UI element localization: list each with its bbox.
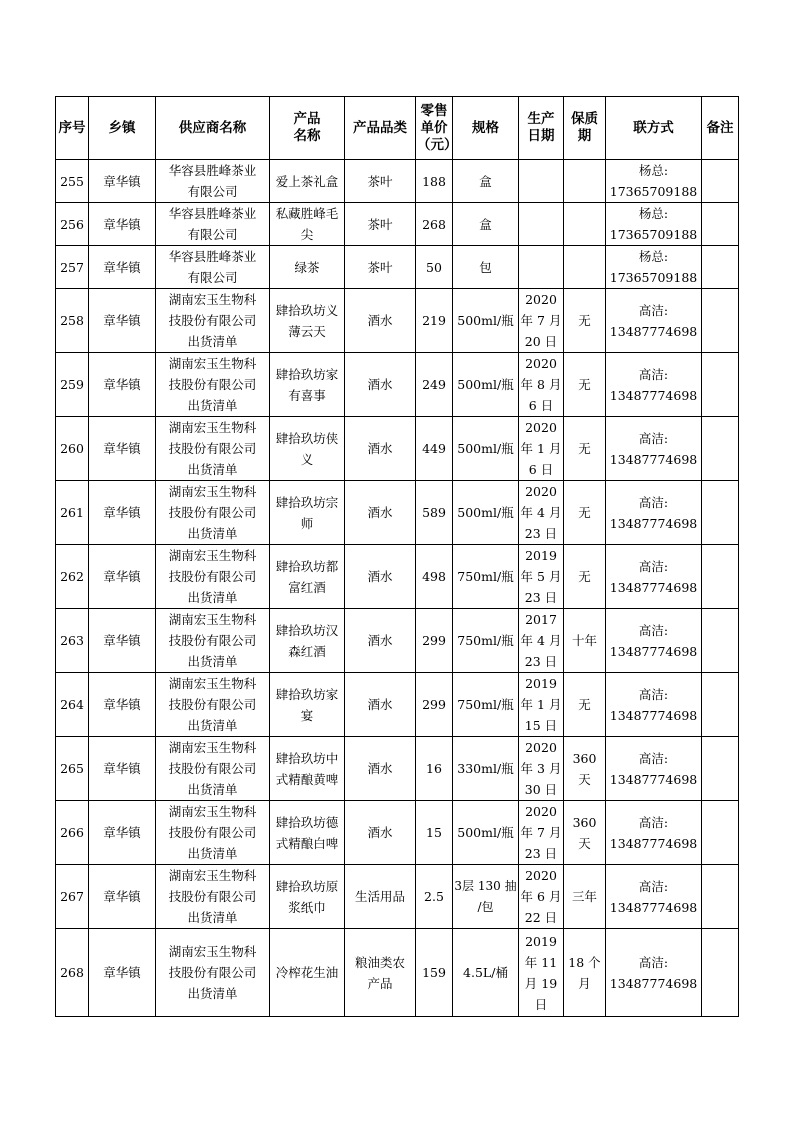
table-row <box>56 246 739 289</box>
cell-shelf-life: 三年 <box>564 865 606 929</box>
table-row <box>56 673 739 737</box>
cell-production-date <box>519 160 564 203</box>
cell-seq: 262 <box>56 545 89 609</box>
cell-production-date: 2020 年 8 月 6 日 <box>519 353 564 417</box>
cell-remarks <box>702 203 739 246</box>
cell-category: 生活用品 <box>345 865 416 929</box>
table-row <box>56 737 739 801</box>
cell-spec: 750ml/瓶 <box>453 609 519 673</box>
cell-product-name: 爱上茶礼盒 <box>270 160 345 203</box>
cell-contact: 杨总: 17365709188 <box>606 160 702 203</box>
cell-product-name: 肆拾玖坊义 薄云天 <box>270 289 345 353</box>
cell-product-name: 肆拾玖坊宗 师 <box>270 481 345 545</box>
cell-town: 章华镇 <box>89 417 156 481</box>
cell-shelf-life: 十年 <box>564 609 606 673</box>
cell-price: 299 <box>416 609 453 673</box>
cell-product-name: 肆拾玖坊原 浆纸巾 <box>270 865 345 929</box>
cell-production-date: 2020 年 7 月 23 日 <box>519 801 564 865</box>
cell-product-name: 绿茶 <box>270 246 345 289</box>
header-product-name: 产品 名称 <box>270 97 345 160</box>
cell-contact: 高洁: 13487774698 <box>606 545 702 609</box>
cell-supplier: 湖南宏玉生物科 技股份有限公司 出货清单 <box>156 737 270 801</box>
cell-category: 酒水 <box>345 481 416 545</box>
cell-town: 章华镇 <box>89 481 156 545</box>
cell-spec: 500ml/瓶 <box>453 801 519 865</box>
cell-category: 酒水 <box>345 417 416 481</box>
cell-contact: 高洁: 13487774698 <box>606 289 702 353</box>
header-spec: 规格 <box>453 97 519 160</box>
product-table <box>55 96 739 1017</box>
cell-price: 50 <box>416 246 453 289</box>
cell-seq: 268 <box>56 929 89 1017</box>
cell-price: 2.5 <box>416 865 453 929</box>
table-row <box>56 417 739 481</box>
cell-seq: 259 <box>56 353 89 417</box>
cell-production-date: 2019 年 11 月 19 日 <box>519 929 564 1017</box>
cell-seq: 264 <box>56 673 89 737</box>
cell-production-date <box>519 203 564 246</box>
cell-category: 酒水 <box>345 801 416 865</box>
cell-town: 章华镇 <box>89 929 156 1017</box>
cell-supplier: 湖南宏玉生物科 技股份有限公司 出货清单 <box>156 289 270 353</box>
cell-seq: 266 <box>56 801 89 865</box>
header-production-date: 生产 日期 <box>519 97 564 160</box>
header-price: 零售 单价 （元） <box>416 97 453 160</box>
cell-town: 章华镇 <box>89 865 156 929</box>
cell-price: 449 <box>416 417 453 481</box>
cell-category: 酒水 <box>345 289 416 353</box>
cell-contact: 高洁: 13487774698 <box>606 481 702 545</box>
cell-shelf-life <box>564 203 606 246</box>
cell-category: 酒水 <box>345 609 416 673</box>
cell-spec: 330ml/瓶 <box>453 737 519 801</box>
table-row <box>56 160 739 203</box>
cell-remarks <box>702 481 739 545</box>
cell-spec: 500ml/瓶 <box>453 289 519 353</box>
cell-production-date: 2017 年 4 月 23 日 <box>519 609 564 673</box>
cell-supplier: 湖南宏玉生物科 技股份有限公司 出货清单 <box>156 673 270 737</box>
header-remarks: 备注 <box>702 97 739 160</box>
table-row <box>56 865 739 929</box>
cell-category: 酒水 <box>345 737 416 801</box>
cell-spec: 3层 130 抽 /包 <box>453 865 519 929</box>
cell-remarks <box>702 673 739 737</box>
cell-category: 茶叶 <box>345 203 416 246</box>
cell-remarks <box>702 417 739 481</box>
cell-product-name: 肆拾玖坊汉 森红酒 <box>270 609 345 673</box>
cell-contact: 高洁: 13487774698 <box>606 673 702 737</box>
cell-supplier: 湖南宏玉生物科 技股份有限公司 出货清单 <box>156 481 270 545</box>
cell-town: 章华镇 <box>89 246 156 289</box>
cell-town: 章华镇 <box>89 673 156 737</box>
table-row <box>56 481 739 545</box>
cell-spec: 750ml/瓶 <box>453 673 519 737</box>
cell-remarks <box>702 353 739 417</box>
cell-remarks <box>702 289 739 353</box>
cell-contact: 高洁: 13487774698 <box>606 609 702 673</box>
cell-contact: 高洁: 13487774698 <box>606 417 702 481</box>
cell-seq: 267 <box>56 865 89 929</box>
cell-price: 589 <box>416 481 453 545</box>
cell-product-name: 肆拾玖坊侠 义 <box>270 417 345 481</box>
header-supplier: 供应商名称 <box>156 97 270 160</box>
cell-price: 299 <box>416 673 453 737</box>
cell-production-date: 2020 年 6 月 22 日 <box>519 865 564 929</box>
cell-product-name: 肆拾玖坊家 宴 <box>270 673 345 737</box>
cell-supplier: 华容县胜峰茶业 有限公司 <box>156 246 270 289</box>
cell-supplier: 湖南宏玉生物科 技股份有限公司 出货清单 <box>156 545 270 609</box>
cell-product-name: 私藏胜峰毛 尖 <box>270 203 345 246</box>
cell-remarks <box>702 160 739 203</box>
cell-price: 249 <box>416 353 453 417</box>
cell-town: 章华镇 <box>89 160 156 203</box>
cell-shelf-life: 无 <box>564 481 606 545</box>
cell-price: 16 <box>416 737 453 801</box>
cell-supplier: 湖南宏玉生物科 技股份有限公司 出货清单 <box>156 353 270 417</box>
cell-spec: 4.5L/桶 <box>453 929 519 1017</box>
cell-supplier: 华容县胜峰茶业 有限公司 <box>156 160 270 203</box>
table-row <box>56 609 739 673</box>
header-contact: 联方式 <box>606 97 702 160</box>
cell-spec: 500ml/瓶 <box>453 481 519 545</box>
cell-remarks <box>702 545 739 609</box>
cell-contact: 高洁: 13487774698 <box>606 353 702 417</box>
cell-contact: 高洁: 13487774698 <box>606 865 702 929</box>
cell-price: 159 <box>416 929 453 1017</box>
cell-remarks <box>702 609 739 673</box>
cell-contact: 高洁: 13487774698 <box>606 929 702 1017</box>
cell-contact: 高洁: 13487774698 <box>606 737 702 801</box>
cell-supplier: 湖南宏玉生物科 技股份有限公司 出货清单 <box>156 417 270 481</box>
cell-price: 219 <box>416 289 453 353</box>
cell-remarks <box>702 246 739 289</box>
cell-production-date: 2019 年 5 月 23 日 <box>519 545 564 609</box>
cell-shelf-life: 无 <box>564 417 606 481</box>
cell-shelf-life <box>564 246 606 289</box>
cell-remarks <box>702 865 739 929</box>
cell-seq: 255 <box>56 160 89 203</box>
cell-town: 章华镇 <box>89 545 156 609</box>
cell-production-date: 2019 年 1 月 15 日 <box>519 673 564 737</box>
cell-shelf-life: 360 天 <box>564 737 606 801</box>
cell-category: 酒水 <box>345 353 416 417</box>
cell-shelf-life: 无 <box>564 289 606 353</box>
cell-price: 188 <box>416 160 453 203</box>
cell-supplier: 湖南宏玉生物科 技股份有限公司 出货清单 <box>156 865 270 929</box>
table-header-row <box>56 97 739 160</box>
cell-shelf-life: 18 个 月 <box>564 929 606 1017</box>
cell-spec: 500ml/瓶 <box>453 353 519 417</box>
cell-town: 章华镇 <box>89 203 156 246</box>
cell-seq: 256 <box>56 203 89 246</box>
cell-seq: 257 <box>56 246 89 289</box>
cell-remarks <box>702 929 739 1017</box>
cell-production-date: 2020 年 4 月 23 日 <box>519 481 564 545</box>
cell-supplier: 华容县胜峰茶业 有限公司 <box>156 203 270 246</box>
cell-product-name: 肆拾玖坊都 富红酒 <box>270 545 345 609</box>
cell-product-name: 肆拾玖坊德 式精酿白啤 <box>270 801 345 865</box>
cell-seq: 260 <box>56 417 89 481</box>
cell-seq: 261 <box>56 481 89 545</box>
cell-supplier: 湖南宏玉生物科 技股份有限公司 出货清单 <box>156 929 270 1017</box>
table-row <box>56 289 739 353</box>
cell-town: 章华镇 <box>89 609 156 673</box>
cell-shelf-life: 无 <box>564 673 606 737</box>
cell-category: 粮油类农 产品 <box>345 929 416 1017</box>
cell-contact: 杨总: 17365709188 <box>606 203 702 246</box>
cell-spec: 750ml/瓶 <box>453 545 519 609</box>
cell-production-date: 2020 年 1 月 6 日 <box>519 417 564 481</box>
cell-category: 茶叶 <box>345 160 416 203</box>
header-seq: 序号 <box>56 97 89 160</box>
cell-product-name: 冷榨花生油 <box>270 929 345 1017</box>
cell-product-name: 肆拾玖坊家 有喜事 <box>270 353 345 417</box>
cell-shelf-life: 无 <box>564 545 606 609</box>
cell-remarks <box>702 801 739 865</box>
cell-seq: 265 <box>56 737 89 801</box>
cell-shelf-life <box>564 160 606 203</box>
cell-production-date: 2020 年 3 月 30 日 <box>519 737 564 801</box>
header-shelf-life: 保质 期 <box>564 97 606 160</box>
cell-category: 酒水 <box>345 673 416 737</box>
cell-category: 茶叶 <box>345 246 416 289</box>
cell-town: 章华镇 <box>89 353 156 417</box>
cell-remarks <box>702 737 739 801</box>
table-row <box>56 203 739 246</box>
cell-supplier: 湖南宏玉生物科 技股份有限公司 出货清单 <box>156 609 270 673</box>
cell-spec: 盒 <box>453 203 519 246</box>
cell-town: 章华镇 <box>89 737 156 801</box>
cell-town: 章华镇 <box>89 289 156 353</box>
cell-production-date: 2020 年 7 月 20 日 <box>519 289 564 353</box>
table-row <box>56 545 739 609</box>
table-row <box>56 801 739 865</box>
cell-seq: 263 <box>56 609 89 673</box>
cell-contact: 杨总: 17365709188 <box>606 246 702 289</box>
cell-price: 498 <box>416 545 453 609</box>
cell-category: 酒水 <box>345 545 416 609</box>
header-town: 乡镇 <box>89 97 156 160</box>
table-row <box>56 353 739 417</box>
cell-shelf-life: 无 <box>564 353 606 417</box>
cell-town: 章华镇 <box>89 801 156 865</box>
cell-product-name: 肆拾玖坊中 式精酿黄啤 <box>270 737 345 801</box>
cell-price: 15 <box>416 801 453 865</box>
table-row <box>56 929 739 1017</box>
cell-contact: 高洁: 13487774698 <box>606 801 702 865</box>
cell-seq: 258 <box>56 289 89 353</box>
cell-price: 268 <box>416 203 453 246</box>
cell-production-date <box>519 246 564 289</box>
header-category: 产品品类 <box>345 97 416 160</box>
cell-shelf-life: 360 天 <box>564 801 606 865</box>
cell-spec: 包 <box>453 246 519 289</box>
cell-supplier: 湖南宏玉生物科 技股份有限公司 出货清单 <box>156 801 270 865</box>
cell-spec: 盒 <box>453 160 519 203</box>
cell-spec: 500ml/瓶 <box>453 417 519 481</box>
